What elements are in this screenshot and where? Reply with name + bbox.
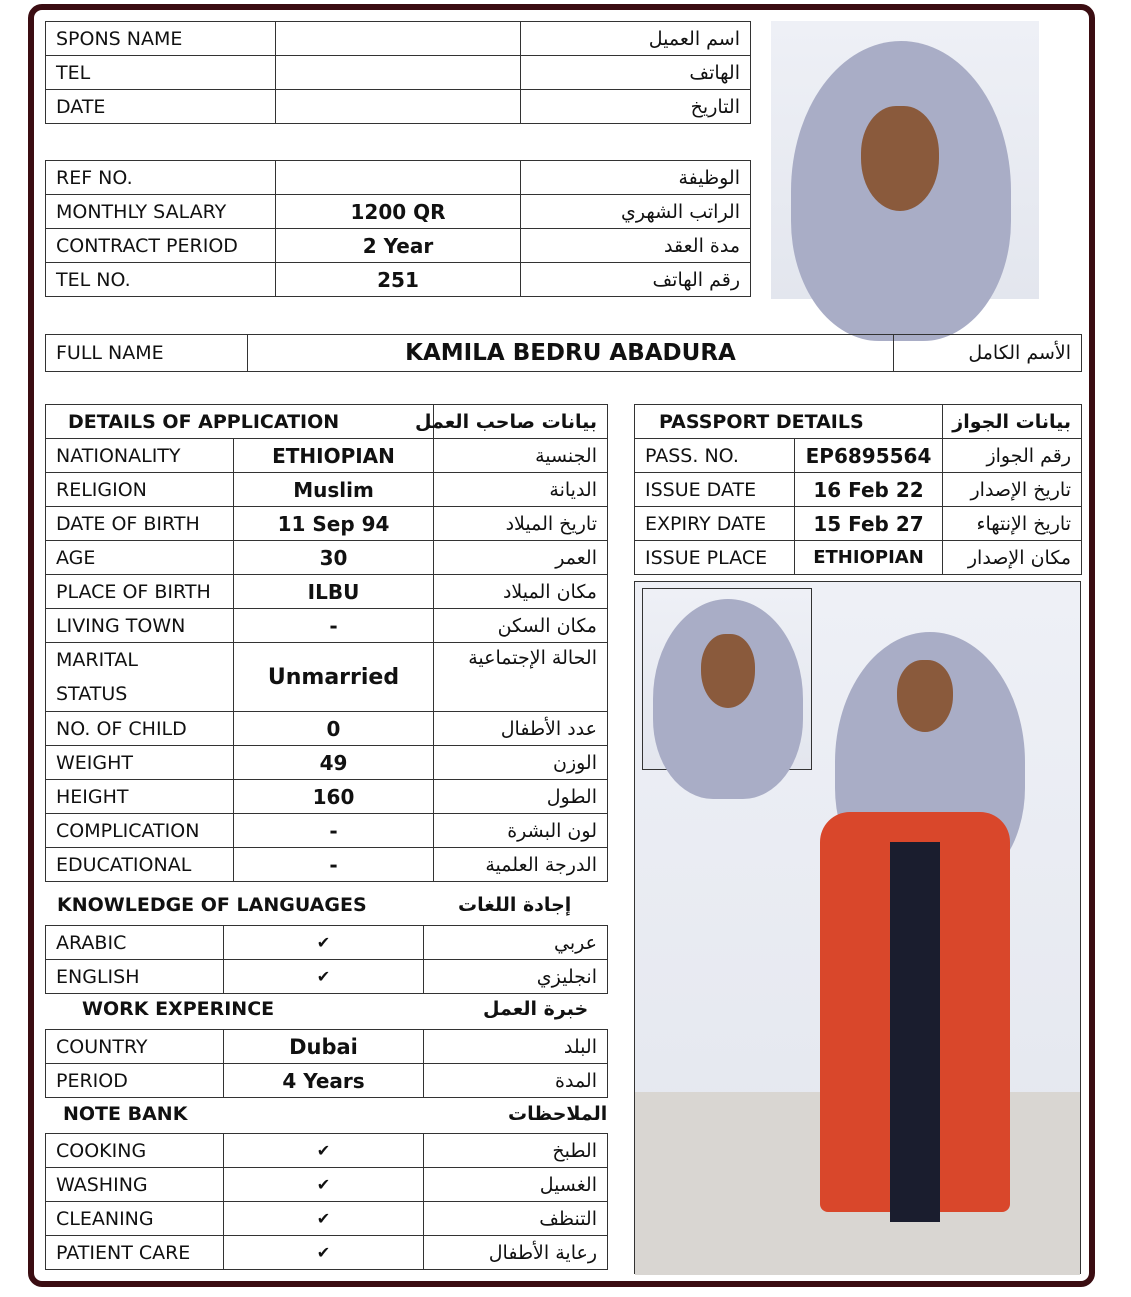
check-icon: ✔: [224, 926, 424, 960]
check-icon: ✔: [224, 1202, 424, 1236]
table-row: NATIONALITY ETHIOPIAN الجنسية: [46, 439, 608, 473]
table-row: MONTHLY SALARY 1200 QR الراتب الشهري: [46, 195, 751, 229]
notes-title: NOTE BANK: [63, 1103, 188, 1125]
table-row: PATIENT CARE ✔ رعاية الأطفال: [46, 1236, 608, 1270]
languages-title-ar: إجادة اللغات: [458, 894, 572, 916]
full-name-table: [45, 334, 1082, 372]
table-row: CONTRACT PERIOD 2 Year مدة العقد: [46, 229, 751, 263]
table-row: WEIGHT 49 الوزن: [46, 746, 608, 780]
table-row: NO. OF CHILD 0 عدد الأطفال: [46, 712, 608, 746]
full-name-value: KAMILA BEDRU ABADURA: [248, 335, 894, 372]
table-row: PASSPORT DETAILS بيانات الجواز: [635, 405, 1082, 439]
sponsor-table: [45, 21, 751, 124]
check-icon: ✔: [224, 1236, 424, 1270]
table-row: ENGLISH ✔ انجليزي: [46, 960, 608, 994]
table-row: EDUCATIONAL - الدرجة العلمية: [46, 848, 608, 882]
table-row: HEIGHT 160 الطول: [46, 780, 608, 814]
portrait-photo: [771, 21, 1039, 299]
table-row: CLEANING ✔ التنظف: [46, 1202, 608, 1236]
table-row: FULL NAME KAMILA BEDRU ABADURA الأسم الكامل: [46, 335, 1082, 372]
application-table: [45, 404, 608, 882]
section-title: PASSPORT DETAILS: [635, 405, 943, 439]
table-row: TEL NO. 251 رقم الهاتف: [46, 263, 751, 297]
full-body-photo: [634, 581, 1081, 1274]
check-icon: ✔: [224, 1168, 424, 1202]
table-row: PLACE OF BIRTH ILBU مكان الميلاد: [46, 575, 608, 609]
table-row: COUNTRY Dubai البلد: [46, 1030, 608, 1064]
table-row: TEL الهاتف: [46, 56, 751, 90]
table-row: SPONS NAME اسم العميل: [46, 22, 751, 56]
check-icon: ✔: [224, 1134, 424, 1168]
table-row: LIVING TOWN - مكان السكن: [46, 609, 608, 643]
work-title-ar: خبرة العمل: [483, 998, 589, 1020]
notes-table: [45, 1133, 608, 1270]
notes-title-ar: الملاحظات: [508, 1103, 608, 1125]
table-row: RELIGION Muslim الديانة: [46, 473, 608, 507]
tel-value: [276, 56, 521, 90]
table-row: DATE OF BIRTH 11 Sep 94 تاريخ الميلاد: [46, 507, 608, 541]
table-row: PASS. NO. EP6895564 رقم الجواز: [635, 439, 1082, 473]
sponsor-name-value: [276, 22, 521, 56]
table-row: COMPLICATION - لون البشرة: [46, 814, 608, 848]
languages-table: [45, 925, 608, 994]
table-row: COOKING ✔ الطبخ: [46, 1134, 608, 1168]
inset-portrait-photo: [642, 588, 812, 770]
section-title: DETAILS OF APPLICATION: [46, 405, 434, 439]
table-row: ARABIC ✔ عربي: [46, 926, 608, 960]
work-table: [45, 1029, 608, 1098]
languages-title: KNOWLEDGE OF LANGUAGES: [57, 894, 367, 916]
table-row: EXPIRY DATE 15 Feb 27 تاريخ الإنتهاء: [635, 507, 1082, 541]
table-row: WASHING ✔ الغسيل: [46, 1168, 608, 1202]
work-title: WORK EXPERINCE: [82, 998, 275, 1020]
job-table: [45, 160, 751, 297]
table-row: DETAILS OF APPLICATION بيانات صاحب العمل: [46, 405, 608, 439]
table-row: MARITAL STATUS Unmarried الحالة الإجتماعية: [46, 643, 608, 712]
table-row: ISSUE PLACE ETHIOPIAN مكان الإصدار: [635, 541, 1082, 575]
table-row: ISSUE DATE 16 Feb 22 تاريخ الإصدار: [635, 473, 1082, 507]
table-row: PERIOD 4 Years المدة: [46, 1064, 608, 1098]
check-icon: ✔: [224, 960, 424, 994]
table-row: AGE 30 العمر: [46, 541, 608, 575]
table-row: REF NO. الوظيفة: [46, 161, 751, 195]
table-row: DATE التاريخ: [46, 90, 751, 124]
date-value: [276, 90, 521, 124]
passport-table: [634, 404, 1082, 575]
